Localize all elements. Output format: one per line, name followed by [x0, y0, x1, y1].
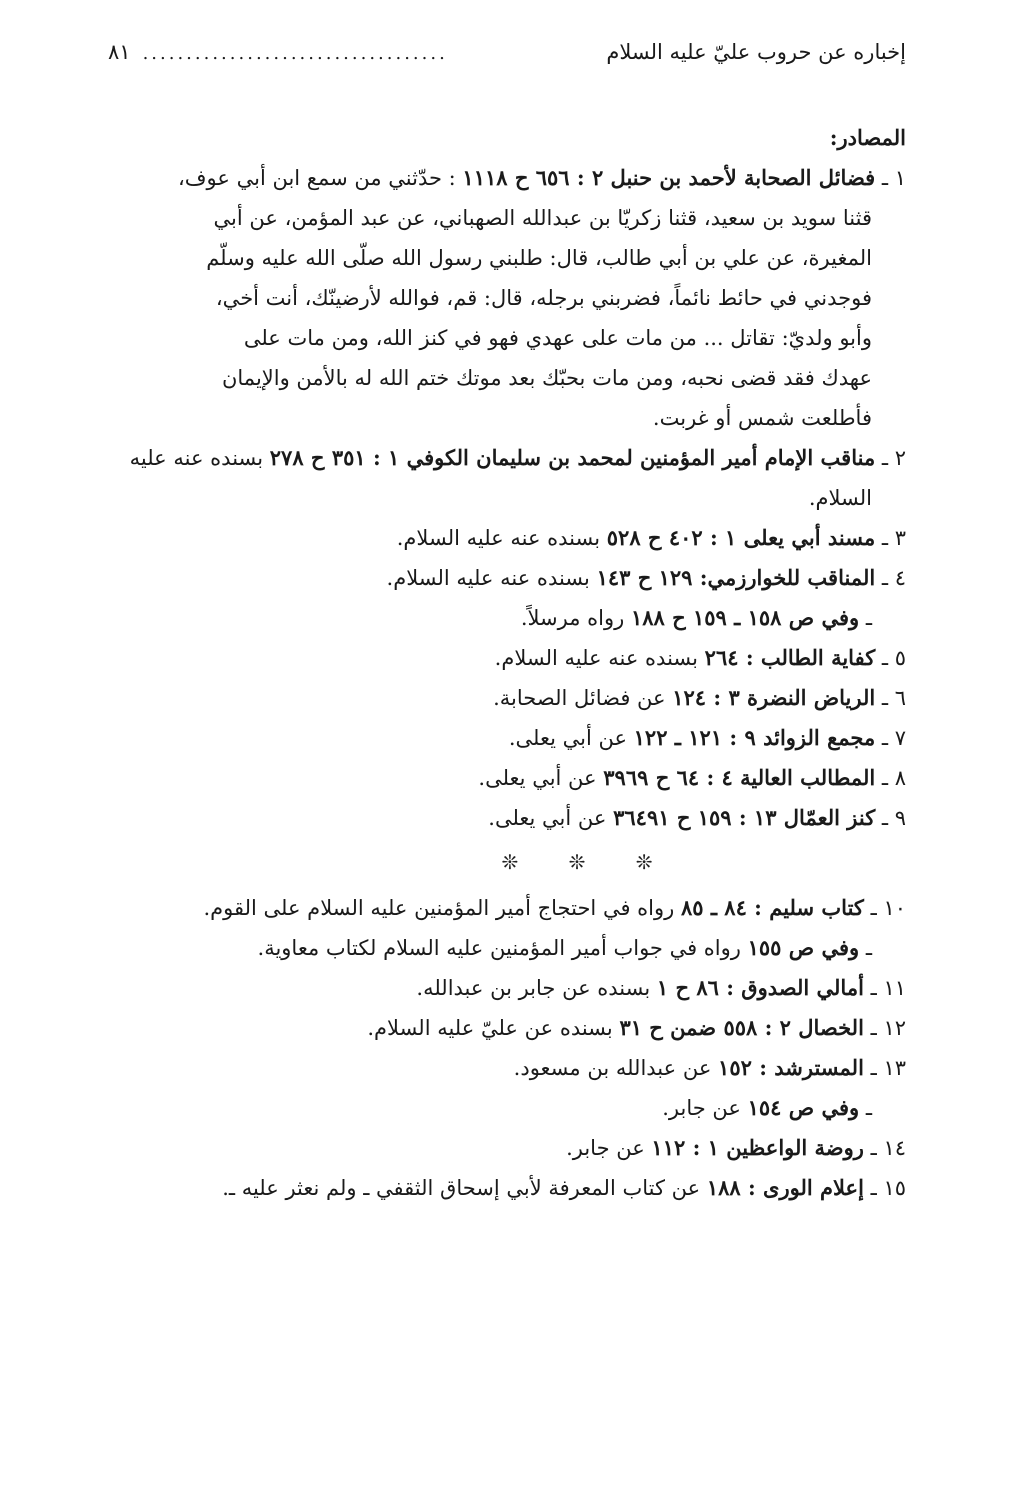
entry-citation: وفي ص ١٥٥ [747, 935, 860, 960]
entry-citation: إعلام الورى : ١٨٨ [706, 1175, 864, 1200]
entry-citation: الرياض النضرة ٣ : ١٢٤ [672, 685, 876, 710]
entry-text: عن جابر. [566, 1136, 652, 1160]
entry-citation: كنز العمّال ١٣ : ١٥٩ ح ٣٦٤٩١ [613, 805, 876, 830]
entry-number: ١٢ ـ [870, 1016, 906, 1040]
source-entry-13-sub [110, 1088, 906, 1128]
entry-citation: روضة الواعظين ١ : ١١٢ [651, 1135, 864, 1160]
entry-citation: المسترشد : ١٥٢ [718, 1055, 864, 1080]
entry-text: بسنده عنه عليه [129, 446, 270, 470]
source-entry-4 [110, 558, 906, 598]
entry-citation: المطالب العالية ٤ : ٦٤ ح ٣٩٦٩ [603, 765, 876, 790]
entry-citation: مسند أبي يعلى ١ : ٤٠٢ ح ٥٢٨ [606, 525, 876, 550]
entry-text: رواه في جواب أمير المؤمنين عليه السلام لكتاب معاوية. [257, 936, 748, 960]
entry-number: ٢ ـ [881, 446, 906, 470]
entry-number: ـ [865, 1096, 872, 1120]
entry-number: ١١ ـ [870, 976, 906, 1000]
entry-number: ٤ ـ [881, 566, 906, 590]
section-separator-asterisks: ❊ ❊ ❊ [501, 850, 675, 874]
source-entry-2 [110, 438, 906, 518]
entry-number: ٥ ـ [881, 646, 906, 670]
entry-number: ٩ ـ [881, 806, 906, 830]
entry-text: بسنده عنه عليه السلام. [494, 646, 705, 670]
entry-number: ١٣ ـ [870, 1056, 906, 1080]
source-entry-9 [110, 798, 906, 838]
source-entry-10 [110, 888, 906, 928]
entry-text: بسنده عنه عليه السلام. [386, 566, 597, 590]
entry-line: فوجدني في حائط نائماً، فضربني برجله، قال: قم، فوالله لأرضينّك، أنت أخي، [215, 286, 872, 310]
source-entry-8 [110, 758, 906, 798]
entry-text: رواه في احتجاج أمير المؤمنين عليه السلام على القوم. [203, 896, 681, 920]
header-title: إخباره عن حروب عليّ عليه السلام [606, 40, 906, 64]
entry-number: ـ [865, 936, 872, 960]
entry-citation: الخصال ٢ : ٥٥٨ ضمن ح ٣١ [619, 1015, 864, 1040]
entry-citation: كتاب سليم : ٨٤ ـ ٨٥ [680, 895, 864, 920]
entry-text: رواه مرسلاً. [520, 606, 631, 630]
entry-text: عن عبدالله بن مسعود. [513, 1056, 719, 1080]
entry-line: السلام. [808, 486, 872, 510]
entry-number: ـ [865, 606, 872, 630]
entry-number: ١٠ ـ [870, 896, 906, 920]
header-leader-dots: ................................... [142, 43, 448, 64]
entry-citation: فضائل الصحابة لأحمد بن حنبل ٢ : ٦٥٦ ح ١١١٨ [462, 165, 876, 190]
entry-citation: وفي ص ١٥٨ ـ ١٥٩ ح ١٨٨ [630, 605, 860, 630]
entry-line [110, 438, 906, 478]
entry-text: بسنده عن جابر بن عبدالله. [416, 976, 657, 1000]
entry-line: قثنا سويد بن سعيد، قثنا زكريّا بن عبدالله الصهباني، عن عبد المؤمن، عن أبي [213, 206, 872, 230]
entry-text: عن جابر. [662, 1096, 748, 1120]
entry-number: ١٤ ـ [870, 1136, 906, 1160]
entry-text: عن أبي يعلى. [478, 766, 604, 790]
entry-number: ٣ ـ [881, 526, 906, 550]
source-entry-12 [110, 1008, 906, 1048]
section-heading: المصادر: [829, 125, 906, 150]
page-number: ٨١ [108, 40, 131, 64]
entry-number: ٨ ـ [881, 766, 906, 790]
source-entry-1 [110, 158, 906, 438]
entry-citation: أمالي الصدوق : ٨٦ ح ١ [656, 975, 864, 1000]
entry-number: ١٥ ـ [870, 1176, 906, 1200]
entry-line: المغيرة، عن علي بن أبي طالب، قال: طلبني رسول الله صلّى الله عليه وسلّم [206, 246, 872, 270]
entry-line: عهدك فقد قضى نحبه، ومن مات بحبّك بعد موتك ختم الله له بالأمن والإيمان [221, 366, 872, 390]
source-entry-4-sub [110, 598, 906, 638]
sources-section [110, 118, 906, 1208]
entry-text: عن أبي يعلى. [488, 806, 614, 830]
entry-citation: المناقب للخوارزمي: ١٢٩ ح ١٤٣ [596, 565, 876, 590]
source-entry-7 [110, 718, 906, 758]
source-entry-5 [110, 638, 906, 678]
entry-text: بسنده عن عليّ عليه السلام. [367, 1016, 620, 1040]
entry-text: عن فضائل الصحابة. [493, 686, 673, 710]
source-entry-14 [110, 1128, 906, 1168]
source-entry-3 [110, 518, 906, 558]
source-entry-6 [110, 678, 906, 718]
entry-number: ٦ ـ [881, 686, 906, 710]
entry-text: بسنده عنه عليه السلام. [396, 526, 607, 550]
entry-number: ٧ ـ [881, 726, 906, 750]
source-entry-10-sub [110, 928, 906, 968]
entry-citation: مجمع الزوائد ٩ : ١٢١ ـ ١٢٢ [633, 725, 876, 750]
source-entry-13 [110, 1048, 906, 1088]
entry-citation: وفي ص ١٥٤ [747, 1095, 860, 1120]
entry-number: ١ ـ [881, 166, 906, 190]
source-entry-11 [110, 968, 906, 1008]
entry-text: عن أبي يعلى. [508, 726, 634, 750]
entry-text: عن كتاب المعرفة لأبي إسحاق الثقفي ـ ولم نعثر عليه ـ. [222, 1176, 707, 1200]
running-header [108, 40, 906, 64]
entry-line: فأطلعت شمس أو غربت. [652, 406, 872, 430]
entry-line [110, 158, 906, 198]
entry-line: وأبو ولديّ: تقاتل ... من مات على عهدي فهو في كنز الله، ومن مات على [243, 326, 872, 350]
entry-text: : حدّثني من سمع ابن أبي عوف، [178, 166, 463, 190]
entry-citation: كفاية الطالب : ٢٦٤ [704, 645, 876, 670]
source-entry-15 [110, 1168, 906, 1208]
entry-citation: مناقب الإمام أمير المؤمنين لمحمد بن سليمان الكوفي ١ : ٣٥١ ح ٢٧٨ [269, 445, 876, 470]
